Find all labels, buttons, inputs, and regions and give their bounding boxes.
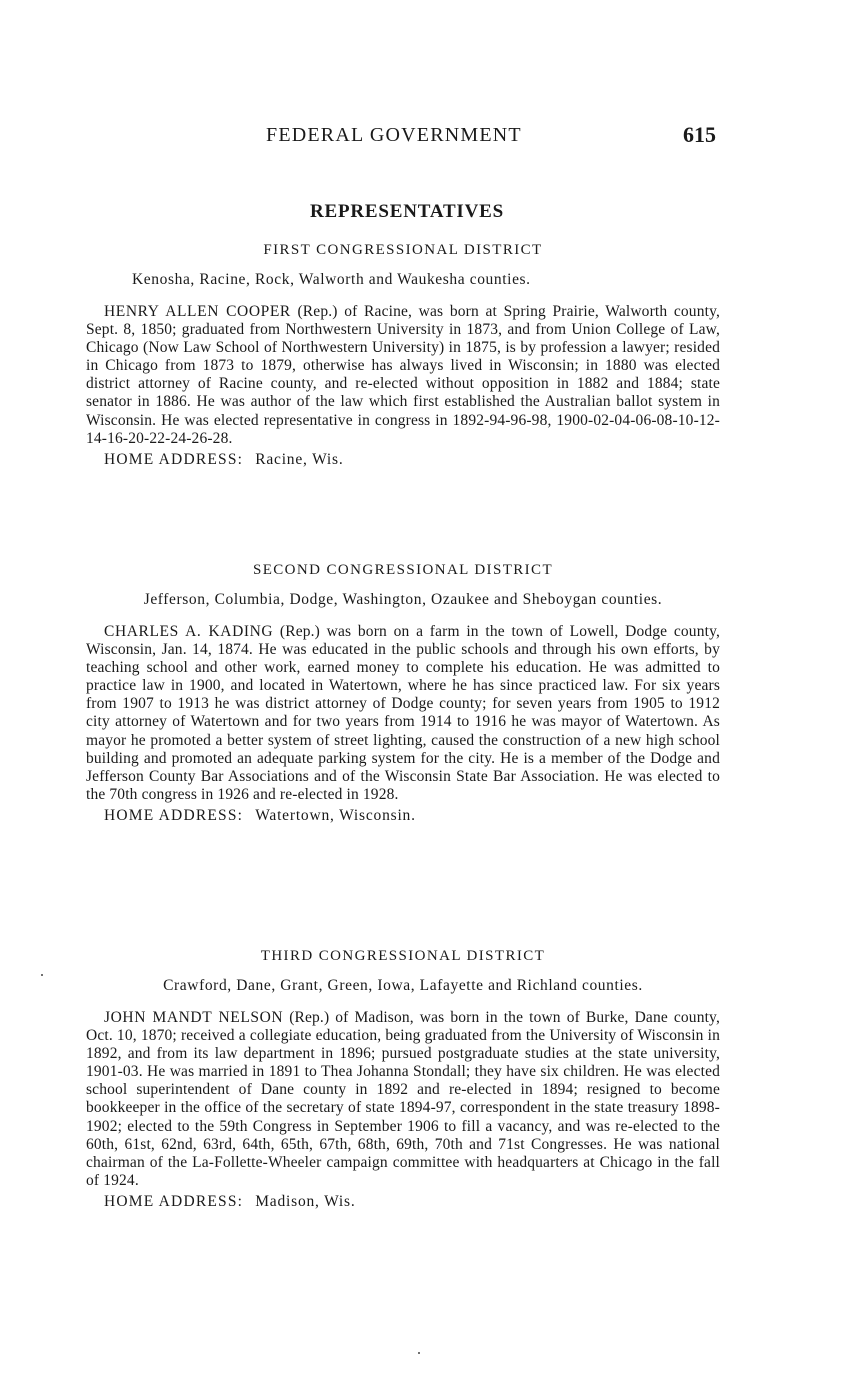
running-head-title: FEDERAL GOVERNMENT [266,124,522,146]
biography-paragraph [86,623,720,804]
representative-name: JOHN MANDT NELSON [104,1009,284,1026]
home-address-value: Racine, Wis. [255,450,344,468]
home-address-value: Watertown, Wisconsin. [255,806,416,824]
scan-speck [418,1352,420,1354]
biography-text: (Rep.) was born on a farm in the town of Lowell, Dodge county, Wisconsin, Jan. 14, 1874. He was educated in the public schools and through his own efforts, by teaching school and other work, earned money to complete his education. He was admitted to practice law in 1900, and located in Watertown, where he has since practiced law. For six years from 1907 to 1913 he was district attorney of Dodge county; for seven years from 1905 to 1912 city attorney of Watertown and for two years from 1914 to 1916 he was mayor of Watertown. As mayor he promoted a better system of street lighting, caused the construction of a new high school building and promoted an adequate parking system for the city. He is a member of the Dodge and Jefferson County Bar Associations and of the Wisconsin State Bar Association. He was elected to the 70th congress in 1926 and re-elected in 1928. [86,623,720,803]
home-address [104,451,720,469]
district-third [86,948,720,1211]
home-address-value: Madison, Wis. [255,1192,356,1210]
home-address [104,807,720,825]
biography-paragraph [86,1009,720,1190]
district-counties: Jefferson, Columbia, Dodge, Washington, Ozaukee and Sheboygan counties. [143,591,663,608]
district-title: THIRD CONGRESSIONAL DISTRICT [260,948,546,964]
page-number: 615 [683,122,716,147]
district-title: FIRST CONGRESSIONAL DISTRICT [263,242,543,258]
district-second [86,562,720,825]
home-address-label: HOME ADDRESS: [104,806,244,824]
home-address [104,1193,720,1211]
biography-paragraph [86,303,720,448]
biography-text: (Rep.) of Racine, was born at Spring Prairie, Walworth county, Sept. 8, 1850; graduated from Northwestern University in 1873, and from Union College of Law, Chicago (Now Law School of Northwestern University) in 1875, is by profession a lawyer; resided in Chicago from 1873 to 1879, otherwise has always lived in Wisconsin; in 1880 was elected district attorney of Racine county, and re-elected without opposition in 1882 and 1884; state senator in 1886. He was author of the law which first established the Australian ballot system in Wisconsin. He was elected representative in congress in 1892-94-96-98, 1900-02-04-06-08-10-12-14-16-20-22-24-26-28. [86,303,720,447]
scan-speck [41,974,43,976]
representative-name: CHARLES A. KADING [104,623,274,640]
running-head [86,124,720,152]
biography-text: (Rep.) of Madison, was born in the town of Burke, Dane county, Oct. 10, 1870; received a collegiate education, being graduated from the University of Wisconsin in 1892, and from its law department in 1896; pursued postgraduate studies at the state university, 1901-03. He was married in 1891 to Thea Johanna Stondall; they have six children. He was elected school superintendent of Dane county in 1892 and re-elected in 1894; resigned to become bookkeeper in the office of the secretary of state 1894-97, correspondent in the state treasury 1898-1902; elected to the 59th Congress in September 1906 to fill a vacancy, and was re-elected to the 60th, 61st, 62nd, 63rd, 64th, 65th, 67th, 68th, 69th, 70th and 71st Congresses. He was national chairman of the La-Follette-Wheeler campaign committee with headquarters at Chicago in the fall of 1924. [86,1009,720,1189]
home-address-label: HOME ADDRESS: [104,1192,244,1210]
district-counties: Crawford, Dane, Grant, Green, Iowa, Lafayette and Richland counties. [163,977,643,994]
district-title: SECOND CONGRESSIONAL DISTRICT [252,562,554,578]
section-heading: REPRESENTATIVES [310,201,504,222]
home-address-label: HOME ADDRESS: [104,450,244,468]
district-counties: Kenosha, Racine, Rock, Walworth and Waukesha counties. [132,271,531,288]
representative-name: HENRY ALLEN COOPER [104,303,291,320]
district-first [86,242,720,469]
